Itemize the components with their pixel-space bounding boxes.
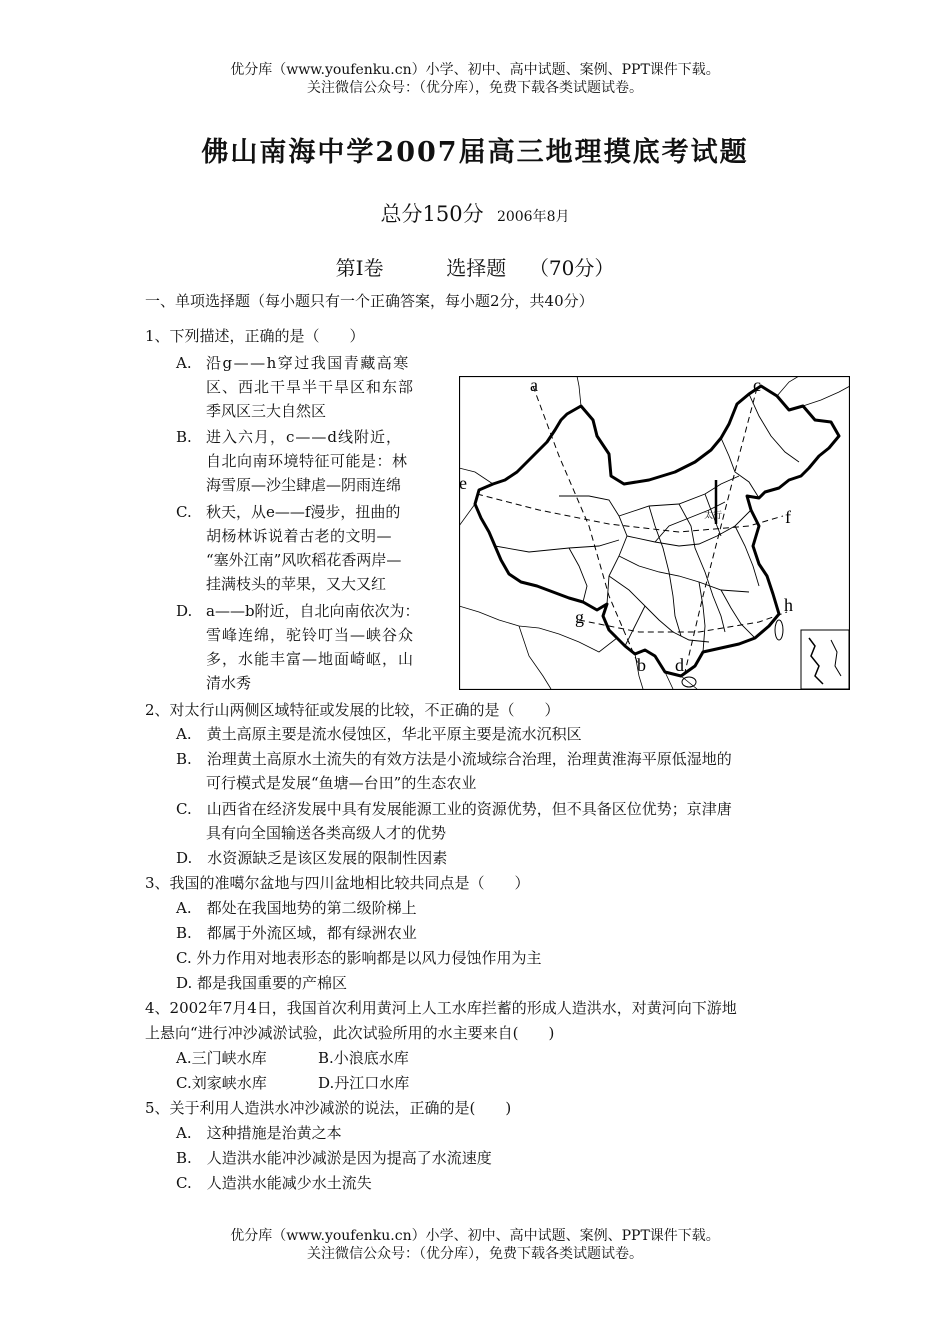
q1-stem: 1、下列描述，正确的是（ ） bbox=[145, 327, 365, 345]
q3-option-d: D. 都是我国重要的产棉区 bbox=[176, 974, 348, 992]
q3-stem: 3、我国的准噶尔盆地与四川盆地相比较共同点是（ ） bbox=[145, 874, 530, 892]
q4-option-a: A.三门峡水库 bbox=[176, 1049, 267, 1067]
q5-option-c: C. 人造洪水能减少水土流失 bbox=[176, 1174, 372, 1192]
part-one-instructions: 一、单项选择题（每小题只有一个正确答案，每小题2分，共40分） bbox=[145, 292, 594, 310]
q1-option-d-line3: 多，水能丰富—地面崎岖，山 bbox=[206, 650, 415, 668]
section-heading bbox=[0, 252, 950, 281]
map-label-h: h bbox=[784, 594, 793, 615]
exam-date: 2006年8月 bbox=[496, 209, 570, 225]
section-label: 第Ⅰ卷 bbox=[335, 256, 384, 280]
map-label-e: e bbox=[459, 472, 467, 493]
map-label-d: d bbox=[675, 654, 684, 675]
q1-option-d-line4: 清水秀 bbox=[206, 674, 252, 692]
q1-option-c-letter: C. bbox=[176, 503, 192, 521]
map-label-f: f bbox=[785, 506, 791, 527]
china-map-figure bbox=[459, 376, 850, 690]
q2-option-c-line1: C. 山西省在经济发展中具有发展能源工业的资源优势，但不具备区位优势；京津唐 bbox=[176, 800, 732, 818]
q1-option-d-letter: D. bbox=[176, 602, 193, 620]
q4-option-d: D.丹江口水库 bbox=[318, 1074, 410, 1092]
map-label-a: a bbox=[530, 376, 538, 395]
q1-option-b-line3: 海雪原—沙尘肆虐—阴雨连绵 bbox=[206, 476, 402, 494]
map-label-g: g bbox=[575, 606, 584, 627]
q1-option-a-line2: 区、西北干旱半干旱区和东部 bbox=[206, 378, 415, 396]
q1-option-d-line1: a——b附近，自北向南依次为： bbox=[206, 602, 420, 620]
taihang-label: 太行 bbox=[704, 510, 723, 520]
q4-stem-line2: 上悬向“进行冲沙减淤试验，此次试验所用的水主要来自( ) bbox=[145, 1024, 555, 1042]
q1-option-b-line2: 自北向南环境特征可能是：林 bbox=[206, 452, 408, 470]
q3-option-c: C. 外力作用对地表形态的影响都是以风力侵蚀作用为主 bbox=[176, 949, 542, 967]
south-sea-inset bbox=[801, 630, 849, 689]
q2-option-b-line2: 可行模式是发展“鱼塘—台田”的生态农业 bbox=[206, 774, 477, 792]
q4-option-c: C.刘家峡水库 bbox=[176, 1074, 267, 1092]
section-points: （70分） bbox=[528, 256, 615, 280]
footer-line-2: 关注微信公众号：（优分库），免费下载各类试题试卷。 bbox=[307, 1246, 643, 1262]
q2-option-d: D. 水资源缺乏是该区发展的限制性因素 bbox=[176, 849, 448, 867]
q1-option-c-line1: 秋天，从e——f漫步，扭曲的 bbox=[206, 503, 401, 521]
map-label-b: b bbox=[637, 654, 646, 675]
total-score: 总分150分 bbox=[380, 202, 484, 226]
q1-option-a-line1: 沿g——h穿过我国青藏高寒 bbox=[206, 354, 410, 372]
q1-option-a-line3: 季风区三大自然区 bbox=[206, 402, 327, 420]
q2-option-c-line2: 具有向全国输送各类高级人才的优势 bbox=[206, 824, 447, 842]
q3-option-a: A. 都处在我国地势的第二级阶梯上 bbox=[176, 899, 417, 917]
q1-option-b-line1: 进入六月，c——d线附近， bbox=[206, 428, 403, 446]
q1-option-c-line4: 挂满枝头的苹果，又大又红 bbox=[206, 575, 387, 593]
china-map bbox=[459, 376, 850, 690]
map-label-c: c bbox=[753, 376, 761, 395]
header-line-2: 关注微信公众号：（优分库），免费下载各类试题试卷。 bbox=[307, 80, 643, 96]
q4-stem-line1: 4、2002年7月4日，我国首次利用黄河上人工水库拦蓄的形成人造洪水，对黄河向下游地 bbox=[145, 999, 737, 1017]
q1-option-d-line2: 雪峰连绵，驼铃叮当—峡谷众 bbox=[206, 626, 415, 644]
map-frame bbox=[460, 377, 850, 690]
q2-option-b-line1: B. 治理黄土高原水土流失的有效方法是小流域综合治理，治理黄淮海平原低湿地的 bbox=[176, 750, 732, 768]
q4-option-b: B.小浪底水库 bbox=[318, 1049, 409, 1067]
score-line bbox=[0, 198, 950, 228]
q5-option-a: A. 这种措施是治黄之本 bbox=[176, 1124, 342, 1142]
page-title: 佛山南海中学2007届高三地理摸底考试题 bbox=[201, 137, 749, 168]
footer-line-1: 优分库（www.youfenku.cn）小学、初中、高中试题、案例、PPT课件下载。 bbox=[230, 1228, 720, 1244]
q1-option-a-letter: A. bbox=[176, 354, 192, 372]
q1-option-c-line3: “塞外江南”风吹稻花香两岸— bbox=[206, 551, 402, 569]
q5-stem: 5、关于利用人造洪水冲沙减淤的说法，正确的是( ) bbox=[145, 1099, 512, 1117]
q5-option-b: B. 人造洪水能冲沙减淤是因为提高了水流速度 bbox=[176, 1149, 492, 1167]
q1-option-c-line2: 胡杨林诉说着古老的文明— bbox=[206, 527, 393, 545]
q1-option-b-letter: B. bbox=[176, 428, 192, 446]
section-name: 选择题 bbox=[446, 256, 507, 280]
q2-stem: 2、对太行山两侧区域特征或发展的比较，不正确的是（ ） bbox=[145, 701, 560, 719]
q3-option-b: B. 都属于外流区域，都有绿洲农业 bbox=[176, 924, 417, 942]
header-line-1: 优分库（www.youfenku.cn）小学、初中、高中试题、案例、PPT课件下载。 bbox=[230, 62, 720, 78]
q2-option-a: A. 黄土高原主要是流水侵蚀区，华北平原主要是流水沉积区 bbox=[176, 725, 582, 743]
